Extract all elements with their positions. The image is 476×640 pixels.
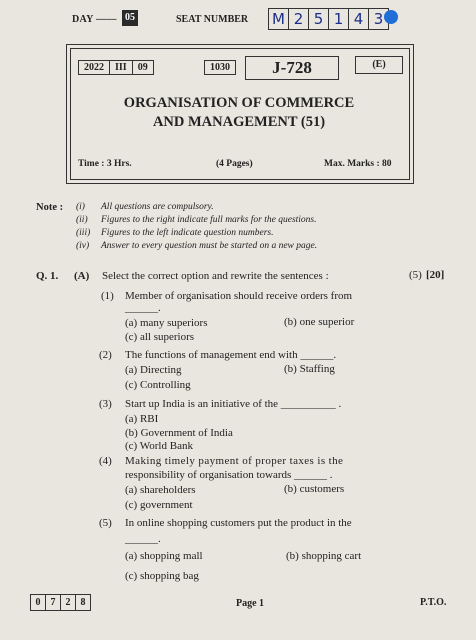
item-text: In online shopping customers put the product in the	[125, 517, 352, 529]
time-allowed: Time : 3 Hrs.	[78, 159, 132, 169]
option: (a) shopping mall	[125, 550, 203, 562]
note-text: All questions are compulsory.	[101, 202, 214, 212]
item-text: Making timely payment of proper taxes is the	[125, 455, 344, 467]
note-number: (iv)	[76, 241, 90, 251]
total-marks: [20]	[426, 269, 445, 281]
exam-month: 09	[137, 62, 148, 73]
paper-code: J-728	[245, 56, 339, 80]
day-value: 05	[122, 10, 138, 26]
note-number: (ii)	[76, 215, 88, 225]
option: (b) one superior	[284, 316, 355, 328]
option: (b) Government of India	[125, 427, 233, 439]
option: (a) many superiors	[125, 317, 208, 329]
paper-title-line: ORGANISATION OF COMMERCE	[123, 95, 355, 111]
note-number: (i)	[76, 202, 85, 212]
ink-blot	[384, 10, 398, 24]
item-text: The functions of management end with ______.	[125, 349, 337, 361]
footer-code-boxes	[30, 594, 91, 611]
footer-code-digit: 8	[80, 597, 86, 608]
exam-time-code: 1030	[204, 60, 236, 75]
note-text: Answer to every question must be started on a new page.	[101, 241, 318, 251]
option: (a) shareholders	[125, 484, 196, 496]
exam-year: 2022	[79, 61, 110, 74]
question-instruction: Select the correct option and rewrite the sentences :	[102, 270, 329, 282]
note-text: Figures to the right indicate full marks for the questions.	[101, 215, 317, 225]
seat-digit: 1	[329, 9, 349, 29]
exam-term: III	[110, 61, 133, 74]
option: (b) Staffing	[284, 363, 335, 375]
note-number: (iii)	[76, 228, 91, 238]
item-text: Member of organisation should receive orders from	[125, 290, 353, 302]
item-number: (5)	[99, 517, 112, 529]
page-count: (4 Pages)	[216, 159, 253, 169]
day-label: DAY ——	[72, 14, 117, 25]
option: (c) all superiors	[125, 331, 195, 343]
medium-code: (E)	[355, 56, 403, 74]
seat-digit: M	[269, 9, 289, 29]
option: (b) customers	[284, 483, 345, 495]
question-part: (A)	[74, 270, 90, 282]
max-marks: Max. Marks : 80	[324, 159, 392, 169]
option: (c) government	[125, 499, 193, 511]
item-number: (2)	[99, 349, 112, 361]
paper-title	[70, 94, 408, 132]
footer-code-digit: 2	[61, 595, 76, 610]
option: (a) RBI	[125, 413, 159, 425]
paper-title-line: AND MANAGEMENT (51)	[152, 114, 326, 130]
page-number: Page 1	[236, 598, 265, 609]
item-text: ______.	[125, 533, 161, 545]
seat-digit: 4	[349, 9, 369, 29]
item-number: (4)	[99, 455, 112, 467]
seat-digit: 5	[309, 9, 329, 29]
item-text: ______.	[125, 302, 161, 314]
item-text: Start up India is an initiative of the __________ .	[125, 398, 342, 410]
footer-code-digit: 0	[31, 595, 46, 610]
item-number: (1)	[101, 290, 114, 302]
item-number: (3)	[99, 398, 112, 410]
option: (c) Controlling	[125, 379, 191, 391]
item-text: responsibility of organisation towards ______ .	[125, 469, 333, 481]
pto-label: P.T.O.	[420, 597, 447, 608]
note-text: Figures to the left indicate question numbers.	[101, 228, 274, 238]
option: (c) World Bank	[125, 440, 193, 452]
exam-code-boxes	[78, 60, 154, 75]
seat-number-boxes	[268, 8, 389, 30]
option: (c) shopping bag	[125, 570, 199, 582]
seat-digit: 3	[373, 10, 384, 28]
seat-number-label: SEAT NUMBER	[176, 14, 249, 25]
part-marks: (5)	[409, 269, 422, 281]
note-heading: Note :	[36, 202, 64, 213]
seat-digit: 2	[289, 9, 309, 29]
option: (b) shopping cart	[286, 550, 362, 562]
footer-code-digit: 7	[46, 595, 61, 610]
option: (a) Directing	[125, 364, 182, 376]
question-number: Q. 1.	[36, 270, 59, 282]
